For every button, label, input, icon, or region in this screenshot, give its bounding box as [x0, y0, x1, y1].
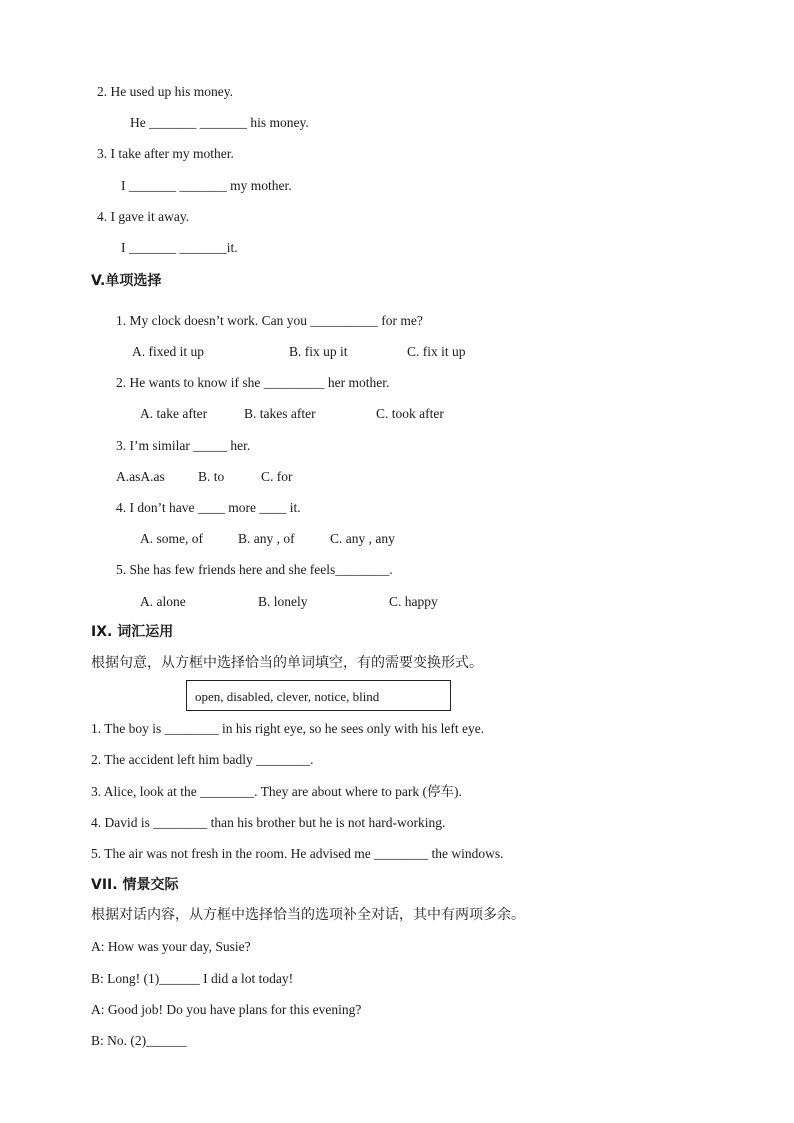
mc-q4-option-b: B. any , of	[238, 531, 295, 546]
mc-q2-option-c: C. took after	[376, 406, 444, 421]
section-vii-instruction: 根据对话内容，从方框中选择恰当的选项补全对话，其中有两项多余。	[91, 907, 525, 923]
rewrite-question-2: 2. He used up his money.	[97, 84, 233, 99]
dialogue-line-4: B: No. (2)______	[91, 1033, 187, 1048]
mc-q4-option-c: C. any , any	[330, 531, 395, 546]
rewrite-answer-2: He _______ _______ his money.	[130, 115, 309, 130]
mc-question-2: 2. He wants to know if she _________ her mother.	[116, 375, 390, 390]
vocab-item-2: 2. The accident left him badly ________.	[91, 752, 314, 767]
mc-question-5: 5. She has few friends here and she feels________.	[116, 562, 393, 577]
rewrite-question-3: 3. I take after my mother.	[97, 146, 234, 161]
mc-question-1: 1. My clock doesn’t work. Can you __________ for me?	[116, 313, 423, 328]
mc-question-3: 3. I’m similar _____ her.	[116, 438, 251, 453]
dialogue-line-3: A: Good job! Do you have plans for this evening?	[91, 1002, 362, 1017]
section-vii-heading: VII. 情景交际	[91, 877, 179, 893]
dialogue-line-1: A: How was your day, Susie?	[91, 939, 251, 954]
vocab-item-4: 4. David is ________ than his brother but he is not hard-working.	[91, 815, 446, 830]
rewrite-answer-3: I _______ _______ my mother.	[121, 178, 292, 193]
mc-q2-option-a: A. take after	[140, 406, 208, 421]
mc-q3-option-c: C. for	[261, 469, 293, 484]
vocab-item-3: 3. Alice, look at the ________. They are about where to park (停车).	[91, 784, 462, 799]
mc-question-4: 4. I don’t have ____ more ____ it.	[116, 500, 301, 515]
mc-q2-option-b: B. takes after	[244, 406, 316, 421]
mc-q4-option-a: A. some, of	[140, 531, 203, 546]
mc-q5-option-c: C. happy	[389, 594, 438, 609]
section-v-heading: V.单项选择	[91, 273, 162, 289]
mc-q1-option-c: C. fix it up	[407, 344, 466, 359]
vocab-item-1: 1. The boy is ________ in his right eye, so he sees only with his left eye.	[91, 721, 485, 736]
mc-q5-option-a: A. alone	[140, 594, 186, 609]
mc-q3-option-a: A.asA.as	[116, 469, 165, 484]
mc-q5-option-b: B. lonely	[258, 594, 308, 609]
section-ix-instruction: 根据句意，从方框中选择恰当的单词填空，有的需要变换形式。	[91, 655, 483, 671]
word-box: open, disabled, clever, notice, blind	[186, 680, 451, 711]
mc-q1-option-a: A. fixed it up	[132, 344, 204, 359]
vocab-item-5: 5. The air was not fresh in the room. He advised me ________ the windows.	[91, 846, 504, 861]
dialogue-line-2: B: Long! (1)______ I did a lot today!	[91, 971, 294, 986]
rewrite-question-4: 4. I gave it away.	[97, 209, 190, 224]
mc-q1-option-b: B. fix up it	[289, 344, 348, 359]
section-ix-heading: IX. 词汇运用	[91, 624, 174, 640]
mc-q3-option-b: B. to	[198, 469, 225, 484]
rewrite-answer-4: I _______ _______it.	[121, 240, 238, 255]
